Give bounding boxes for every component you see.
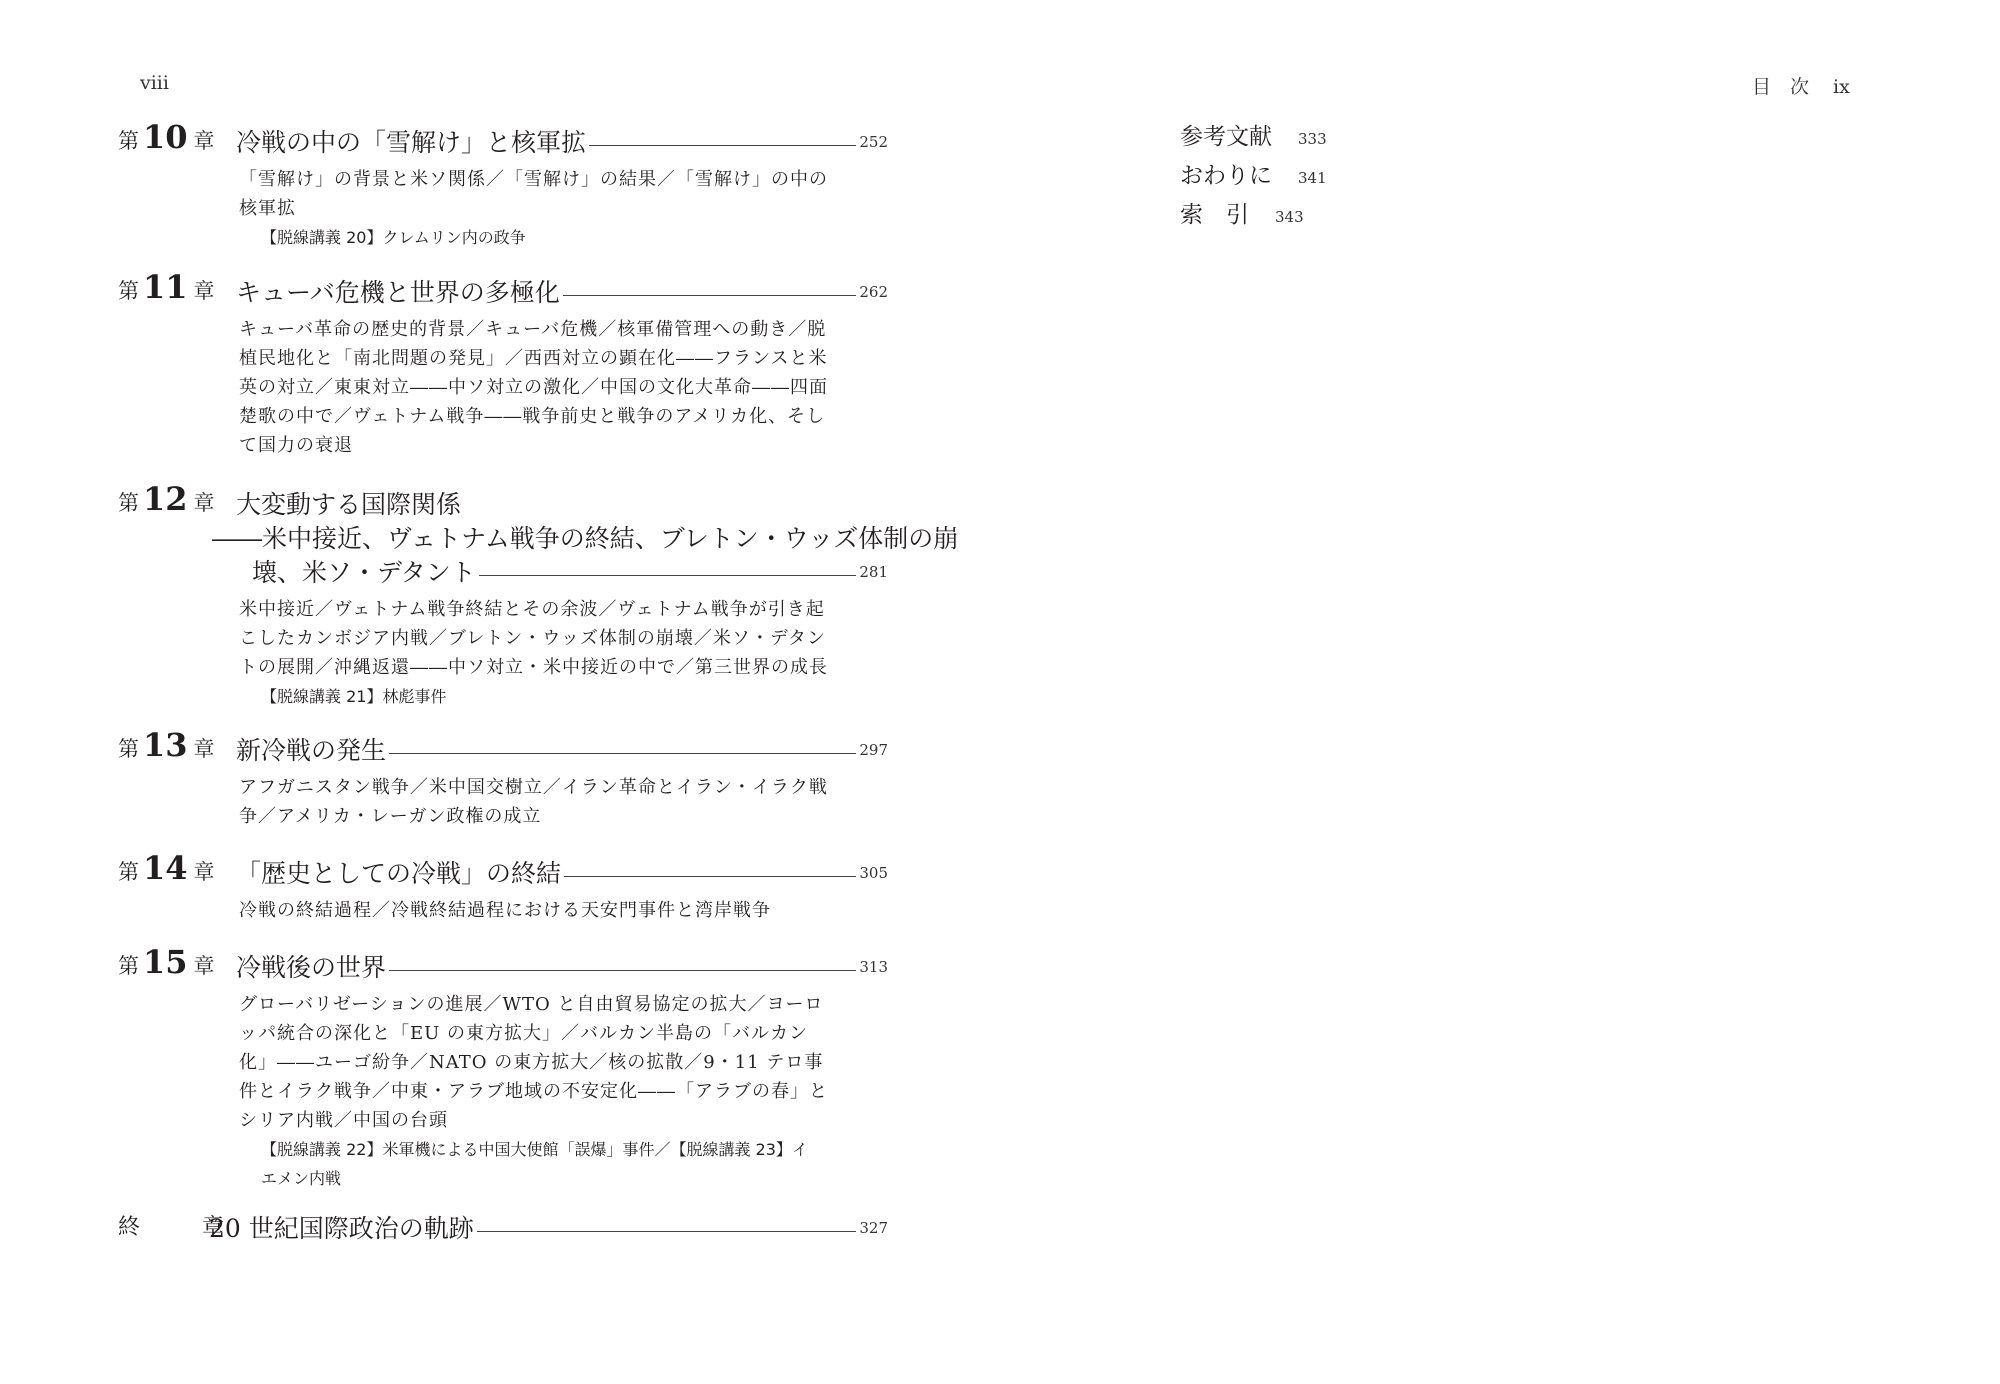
final-chapter-label: 終 章 [118,1215,245,1240]
running-head: 目 次 [1752,76,1810,98]
chapter-heading [118,940,888,980]
chapter-subtitle-continued [252,551,888,585]
leader-line [564,876,856,877]
chapter-sho: 章 [193,737,215,761]
summary-line: 核軍拡 [239,198,296,219]
summary-line: 化」――ユーゴ紛争／NATO の東方拡大／核の拡散／9・11 テロ事 [239,1052,824,1073]
chapter-subtitle-line: 壊、米ソ・デタント [252,558,476,587]
chapter-page-number: 252 [859,133,888,151]
leader-line [389,753,856,754]
aside-line: 【脱線講義 21】林彪事件 [261,687,447,706]
summary-line: シリア内戦／中国の台頭 [239,1110,448,1131]
back-matter-page: 341 [1298,169,1327,187]
summary-line: グローバリゼーションの進展／WTO と自由貿易協定の拡大／ヨーロ [239,994,824,1015]
chapter-number: 12 [143,480,188,518]
summary-line: 楚歌の中で／ヴェトナム戦争――戦争前史と戦争のアメリカ化、そし [239,406,826,427]
aside-line: エメン内戦 [261,1169,342,1188]
chapter-summary [239,165,839,223]
summary-line: キューバ革命の歴史的背景／キューバ危機／核軍備管理への動き／脱 [239,319,827,340]
toc-chapter-13[interactable] [118,723,888,831]
chapter-sho: 章 [193,860,215,884]
chapter-number: 14 [143,849,188,887]
chapter-page-number: 281 [859,563,888,581]
chapter-sho: 章 [193,954,215,978]
folio-left: viii [140,72,169,94]
chapter-title: キューバ危機と世界の多極化 [236,278,560,307]
chapter-label [118,849,236,887]
chapter-dai: 第 [118,279,139,303]
chapter-dai: 第 [118,129,139,153]
back-matter-title: おわりに [1180,163,1272,189]
summary-line: 争／アメリカ・レーガン政権の成立 [239,806,542,827]
chapter-sho: 章 [193,491,215,515]
summary-line: 英の対立／東東対立――中ソ対立の激化／中国の文化大革命――四面 [239,377,828,398]
summary-line: て国力の衰退 [239,435,353,456]
chapter-summary [239,595,839,682]
chapter-dai: 第 [118,737,139,761]
chapter-number: 15 [143,943,188,981]
back-matter-references[interactable] [1180,118,1327,157]
aside-note [261,1135,888,1193]
chapter-sho: 章 [193,129,215,153]
chapter-number: 11 [143,268,188,306]
chapter-subtitle-line: ――米中接近、ヴェトナム戦争の終結、ブレトン・ウッズ体制の崩 [212,524,959,553]
toc-chapter-10[interactable] [118,115,888,252]
chapter-title: 「歴史としての冷戦」の終結 [236,859,562,888]
summary-line: 米中接近／ヴェトナム戦争終結とその余波／ヴェトナム戦争が引き起 [239,599,825,620]
chapter-summary [239,773,839,831]
chapter-summary [239,315,839,460]
leader-line [589,145,856,146]
chapter-title: 冷戦の中の「雪解け」と核軍拡 [236,128,587,157]
toc-chapter-15[interactable] [118,940,888,1193]
chapter-heading [118,846,888,886]
chapter-label [118,480,236,518]
leader-line [477,1231,857,1232]
summary-line: アフガニスタン戦争／米中国交樹立／イラン革命とイラン・イラク戦 [239,777,828,798]
chapter-title: 新冷戦の発生 [236,736,387,765]
back-matter-title: 参考文献 [1180,124,1272,150]
summary-line: ッパ統合の深化と「EU の東方拡大」／バルカン半島の「バルカン [239,1023,809,1044]
back-matter-page: 343 [1275,208,1304,226]
aside-line: 【脱線講義 22】米軍機による中国大使館「誤爆」事件／【脱線講義 23】イ [261,1140,808,1159]
chapter-page-number: 262 [859,283,888,301]
toc-chapter-12[interactable] [118,477,959,711]
summary-line: 「雪解け」の背景と米ソ関係／「雪解け」の結果／「雪解け」の中の [239,169,828,190]
summary-line: こしたカンボジア内戦／ブレトン・ウッズ体制の崩壊／米ソ・デタン [239,628,827,649]
summary-line: 件とイラク戦争／中東・アラブ地域の不安定化――「アラブの春」と [239,1081,828,1102]
chapter-heading [118,723,888,763]
summary-line: 植民地化と「南北問題の発見」／西西対立の顕在化――フランスと米 [239,348,828,369]
chapter-title: 大変動する国際関係 [236,490,462,519]
folio-right-number: ix [1833,76,1850,98]
back-matter-afterword[interactable] [1180,157,1327,196]
chapter-page-number: 313 [859,958,888,976]
chapter-dai: 第 [118,860,139,884]
chapter-summary [239,896,839,925]
leader-line [389,970,856,971]
back-matter-title: 索 引 [1180,202,1249,228]
chapter-dai: 第 [118,954,139,978]
toc-chapter-11[interactable] [118,265,888,460]
chapter-heading [118,1201,888,1241]
leader-line [479,575,857,576]
chapter-heading [118,115,888,155]
aside-note [261,682,888,711]
aside-line: 【脱線講義 20】クレムリン内の政争 [261,228,526,247]
chapter-dai: 第 [118,491,139,515]
chapter-label [118,118,236,156]
leader-line [563,295,857,296]
chapter-label [118,726,236,764]
summary-line: 冷戦の終結過程／冷戦終結過程における天安門事件と湾岸戦争 [239,900,771,921]
chapter-title: 冷戦後の世界 [236,953,387,982]
chapter-number: 10 [143,118,188,156]
chapter-subtitle [212,517,959,553]
back-matter-page: 333 [1298,130,1327,148]
chapter-page-number: 305 [859,864,888,882]
chapter-number: 13 [143,726,188,764]
toc-final-chapter[interactable] [118,1201,888,1241]
aside-note [261,223,888,252]
back-matter-index[interactable] [1180,196,1327,235]
chapter-label [118,943,236,981]
chapter-summary [239,990,839,1135]
summary-line: トの展開／沖縄返還――中ソ対立・米中接近の中で／第三世界の成長 [239,657,828,678]
chapter-heading [118,477,888,517]
toc-chapter-14[interactable] [118,846,888,925]
chapter-heading [118,265,888,305]
toc-right-page [1180,118,1327,235]
folio-right [1752,72,1874,99]
chapter-title: 20 世紀国際政治の軌跡 [209,1214,474,1243]
chapter-label [118,268,236,306]
chapter-page-number: 327 [859,1219,888,1237]
chapter-page-number: 297 [859,741,888,759]
chapter-sho: 章 [193,279,215,303]
